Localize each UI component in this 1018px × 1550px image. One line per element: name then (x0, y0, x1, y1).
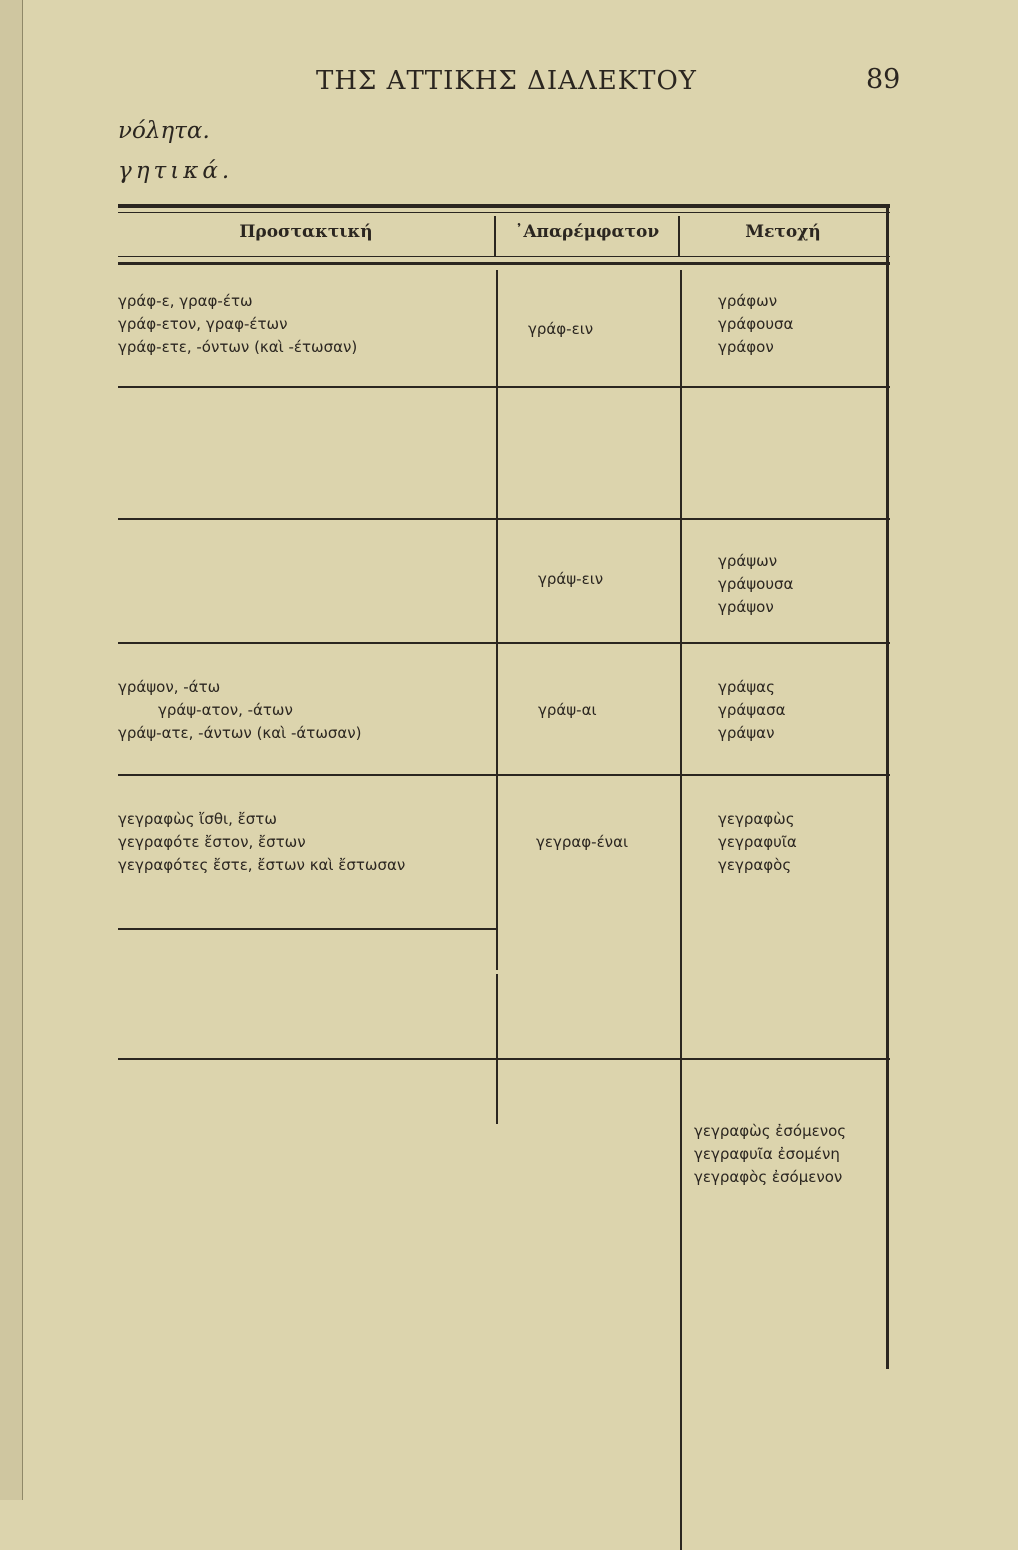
context-line-1: νόλητα. (118, 118, 210, 144)
row-rule-3 (118, 642, 890, 644)
row3-participle-1: γράψων (718, 552, 778, 570)
row3-participle-3: γράψον (718, 598, 774, 616)
column-separator-2 (680, 270, 682, 1550)
row4-participle-3: γράψαν (718, 724, 775, 742)
row1-participle-2: γράφουσα (718, 315, 794, 333)
row3-infinitive: γράψ-ειν (538, 570, 604, 588)
row5-participle-2: γεγραφυῖα (718, 833, 797, 851)
row5-participle-3: γεγραφὸς (718, 856, 792, 874)
table-right-edge (886, 204, 889, 1369)
row1-infinitive: γράφ-ειν (528, 320, 594, 338)
row3-participle-2: γράψουσα (718, 575, 794, 593)
row4-imperative-2: γράψ-ατον, -άτων (158, 701, 293, 719)
row4-imperative-3: γράψ-ατε, -άντων (καὶ -άτωσαν) (118, 724, 362, 742)
header-infinitive: ᾿Απαρέμφατον (514, 222, 660, 242)
row-rule-6 (118, 1058, 890, 1060)
row-rule-4 (118, 774, 890, 776)
row4-participle-1: γράψας (718, 678, 775, 696)
row5-imperative-2: γεγραφότε ἔστον, ἔστων (118, 833, 306, 851)
row1-participle-3: γράφον (718, 338, 774, 356)
table-top-rule (118, 204, 890, 208)
context-line-2: γητικά. (118, 158, 234, 184)
page-binding-edge (0, 0, 23, 1500)
conjugation-table (118, 204, 890, 1370)
row1-imperative-2: γράφ-ετον, γραφ-έτων (118, 315, 288, 333)
row6-participle-3: γεγραφὸς ἐσόμενον (694, 1168, 843, 1186)
row5-infinitive: γεγραφ-έναι (536, 833, 629, 851)
column-separator-1-lower (496, 974, 498, 1124)
page-number: 89 (866, 64, 901, 95)
row-rule-2 (118, 518, 890, 520)
header-rule (118, 256, 890, 257)
row4-infinitive: γράψ-αι (538, 701, 597, 719)
row6-participle-2: γεγραφυῖα ἐσομένη (694, 1145, 840, 1163)
row-rule-1 (118, 386, 890, 388)
header-imperative: Προστακτική (239, 222, 373, 242)
column-separator-1 (496, 270, 498, 970)
row5-participle-1: γεγραφὼς (718, 810, 795, 828)
row5-imperative-3: γεγραφότες ἔστε, ἔστων καὶ ἔστωσαν (118, 856, 406, 874)
header-rule-thick (118, 262, 890, 265)
row6-participle-1: γεγραφὼς ἐσόμενος (694, 1122, 847, 1140)
row1-participle-1: γράφων (718, 292, 778, 310)
row4-participle-2: γράψασα (718, 701, 786, 719)
row4-imperative-1: γράψον, -άτω (118, 678, 221, 696)
row-rule-5 (118, 928, 498, 930)
row1-imperative-3: γράφ-ετε, -όντων (καὶ -έτωσαν) (118, 338, 358, 356)
row5-imperative-1: γεγραφὼς ἴσθι, ἔστω (118, 810, 277, 828)
running-header-title: ΤΗΣ ΑΤΤΙΚΗΣ ΔΙΑΛΕΚΤΟΥ (316, 66, 697, 96)
row1-imperative-1: γράφ-ε, γραφ-έτω (118, 292, 253, 310)
table-top-rule-thin (118, 212, 890, 213)
header-participle: Μετοχή (745, 222, 821, 242)
